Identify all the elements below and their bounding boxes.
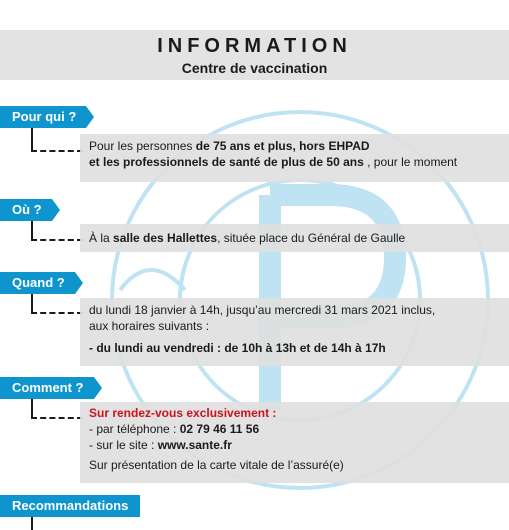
quand-schedule: - du lundi au vendredi : de 10h à 13h et de 14h à 17h [89,341,386,355]
comment-carte-vitale: Sur présentation de la carte vitale de l’assuré(e) [89,458,344,472]
page-subtitle: Centre de vaccination [181,60,328,76]
connector-recommandations [31,517,83,530]
tab-recommandations: Recommandations [0,495,140,517]
connector-ou [31,221,83,241]
connector-pour-qui [31,128,83,152]
box-ou [80,224,509,252]
comment-rdv: Sur rendez-vous exclusivement : [89,406,277,420]
quand-line-1: du lundi 18 janvier à 14h, jusqu’au mercredi 31 mars 2021 inclus, [89,303,436,317]
box-comment [80,402,509,483]
header-banner [0,30,509,80]
connector-quand [31,294,83,314]
tab-pour-qui: Pour qui ? [0,106,86,128]
pour-qui-line-2: et les professionnels de santé de plus de 50 ans , pour le moment [89,155,458,169]
box-quand [80,298,509,366]
comment-phone: - par téléphone : 02 79 46 11 56 [89,422,260,436]
comment-site: - sur le site : www.sante.fr [89,438,232,452]
tab-quand: Quand ? [0,272,75,294]
box-pour-qui [80,134,509,182]
tab-comment: Comment ? [0,377,94,399]
page-title: INFORMATION [157,35,352,57]
connector-comment [31,399,83,419]
ou-line: À la salle des Hallettes, située place du Général de Gaulle [89,231,406,245]
pour-qui-line-1: Pour les personnes de 75 ans et plus, hors EHPAD [89,139,370,153]
quand-line-2: aux horaires suivants : [89,319,210,333]
tab-ou: Où ? [0,199,52,221]
